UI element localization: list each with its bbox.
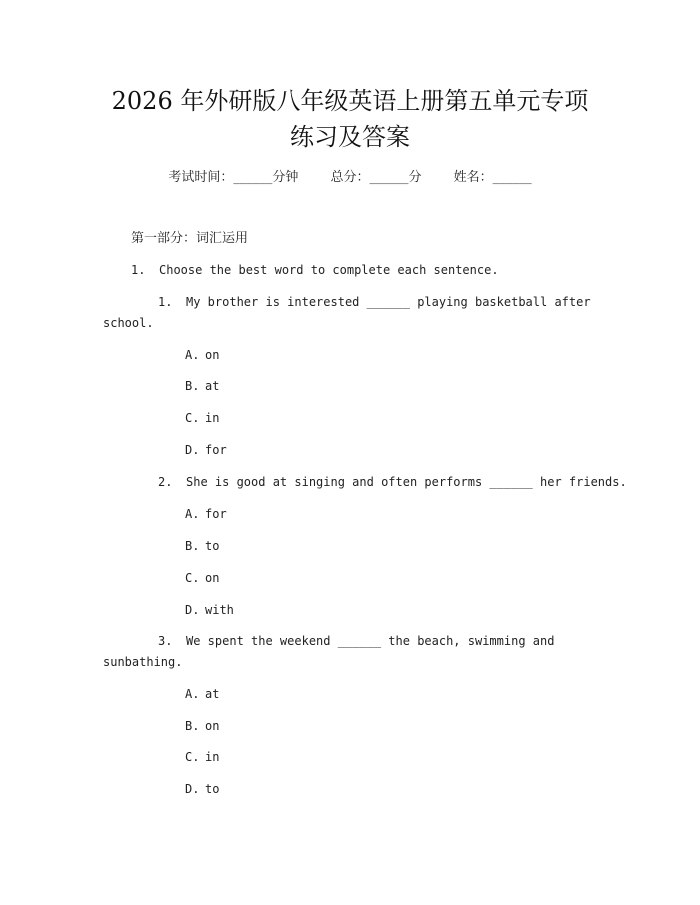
question-1-number: 1. [158,295,173,309]
exam-time-field: 考试时间：______分钟 [168,170,299,185]
exam-name-field: 姓名：______ [453,170,532,185]
question-3-number: 3. [158,634,173,648]
question-1-option-b: B. at [185,379,220,393]
question-1 [158,292,591,312]
question-3-option-d: D. to [185,782,220,796]
exam-score-field: 总分：______分 [330,170,422,185]
question-2-number: 2. [158,475,173,489]
question-2-option-a: A. for [185,507,227,521]
question-3-option-c: C. in [185,750,220,764]
question-2 [158,472,627,492]
question-1-option-c: C. in [185,411,220,425]
question-3-text-line1: We spent the weekend ______ the beach, swimming and [186,634,555,648]
question-2-option-d: D. with [185,603,234,617]
question-3-option-a: A. at [185,687,220,701]
section-heading: 第一部分：词汇运用 [131,231,249,246]
question-2-text-line1: She is good at singing and often performs ______ her friends. [186,475,627,489]
document-title-line2: 练习及答案 [290,123,410,151]
question-1-text-line2: school. [103,316,154,330]
question-1-option-a: A. on [185,348,220,362]
question-1-option-d: D. for [185,443,227,457]
task-number: 1. [131,263,146,277]
document-title-line1: 2026 年外研版八年级英语上册第五单元专项 [111,87,589,115]
task-instruction-text: Choose the best word to complete each sentence. [159,263,499,277]
question-3-option-b: B. on [185,719,220,733]
question-3 [158,631,554,651]
question-3-text-line2: sunbathing. [103,655,183,669]
exam-meta [0,168,700,188]
task-instruction [131,260,499,280]
question-1-text-line1: My brother is interested ______ playing basketball after [186,295,591,309]
question-2-option-c: C. on [185,571,220,585]
question-2-option-b: B. to [185,539,220,553]
